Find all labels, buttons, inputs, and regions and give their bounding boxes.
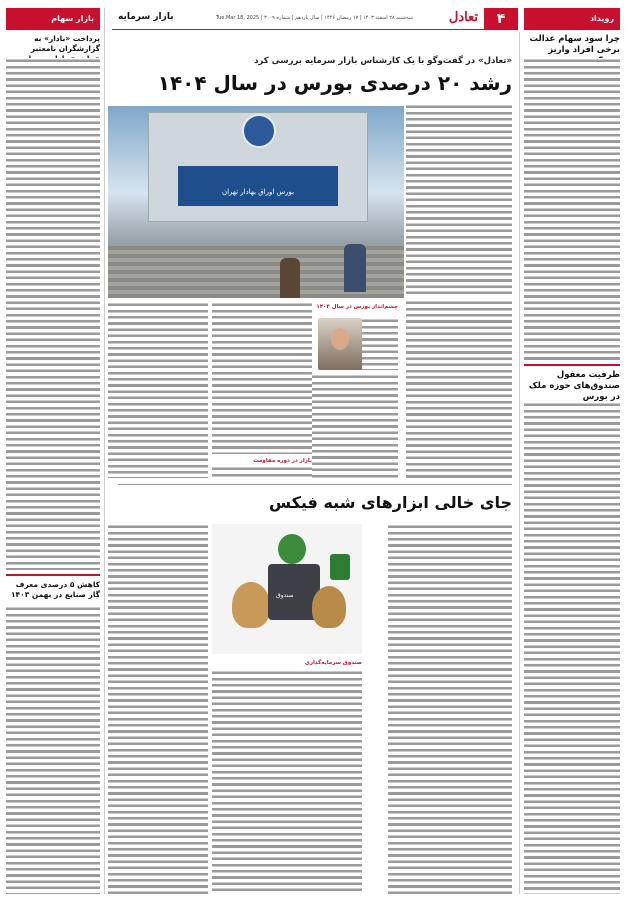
money-bag-icon-2 bbox=[312, 586, 346, 628]
left-section-label bbox=[6, 8, 100, 30]
illustration-label: صندوق bbox=[276, 592, 294, 599]
divider bbox=[118, 484, 512, 485]
illustration bbox=[212, 524, 362, 654]
exchange-sign-text: بورس اوراق بهادار تهران bbox=[221, 188, 295, 196]
section-title: بازار سرمایه bbox=[118, 12, 174, 22]
main-photo bbox=[108, 106, 404, 298]
exchange-sign bbox=[178, 166, 338, 206]
left-headline-2: کاهش ۵ درصدی معرف گاز صنایع در بهمن ۱۴۰۳ bbox=[10, 580, 100, 599]
main-body-col1a bbox=[108, 302, 208, 478]
second-headline: جای خالی ابزارهای شبه فیکس bbox=[268, 493, 512, 512]
byline-title: چشم‌انداز بورس در سال ۱۴۰۴ bbox=[316, 304, 398, 310]
second-body-col1 bbox=[212, 670, 362, 894]
column-rule-right bbox=[519, 32, 520, 894]
plant-icon bbox=[278, 534, 306, 564]
coin-stack-icon bbox=[330, 554, 350, 580]
right-article2-body bbox=[524, 402, 620, 894]
exchange-emblem bbox=[242, 114, 276, 148]
dateline: سه‌شنبه ۲۸ اسفند ۱۴۰۳ | ۱۷ رمضان ۱۴۴۶ | سال یازدهم | شماره ۳۰۰۹ | Tue.Mar 18, 2025 bbox=[215, 15, 413, 21]
author-photo bbox=[318, 318, 362, 370]
logo: تعادل bbox=[448, 10, 478, 25]
right-subhead: ظرفیت مغفول صندوق‌های حوزه ملک در بورس bbox=[528, 370, 620, 402]
right-section-label bbox=[524, 8, 620, 30]
right-headline: چرا سود سهام عدالت برخی افراد واریز bbox=[529, 34, 620, 55]
box-title: صندوق سرمایه‌گذاری bbox=[304, 660, 362, 666]
author-face bbox=[331, 328, 349, 350]
main-body-col1b bbox=[212, 302, 312, 454]
page-number: ۴ bbox=[484, 8, 518, 30]
person-figure-2 bbox=[344, 244, 366, 292]
byline2: بازار در دوره مقاومت bbox=[253, 458, 312, 464]
left-divider bbox=[6, 574, 100, 576]
right-subhead-box bbox=[524, 364, 620, 402]
main-body-col2b bbox=[312, 374, 398, 478]
left-article2-body bbox=[6, 606, 100, 894]
main-body-col3 bbox=[406, 300, 512, 478]
left-label-text: بازار سهام bbox=[51, 14, 94, 23]
kicker: «تعادل» در گفت‌وگو با یک کارشناس بازار سرمایه بررسی کرد bbox=[254, 56, 512, 66]
intro-paragraph bbox=[406, 104, 512, 296]
main-headline: رشد ۲۰ درصدی بورس در سال ۱۴۰۴ bbox=[157, 71, 512, 95]
column-rule-left bbox=[104, 8, 105, 894]
right-label-text: رویداد bbox=[589, 14, 614, 23]
main-body-col1c bbox=[212, 466, 312, 478]
left-article1-body bbox=[6, 58, 100, 570]
person-figure-1 bbox=[280, 258, 300, 298]
right-article-body bbox=[524, 58, 620, 360]
second-body-col3 bbox=[388, 524, 512, 894]
left-headline-1: پرداخت «بادار» به گزارشگران نامعتبر bbox=[30, 34, 100, 53]
money-bag-icon bbox=[232, 582, 270, 628]
masthead bbox=[112, 8, 518, 30]
second-body-col2 bbox=[108, 524, 208, 894]
